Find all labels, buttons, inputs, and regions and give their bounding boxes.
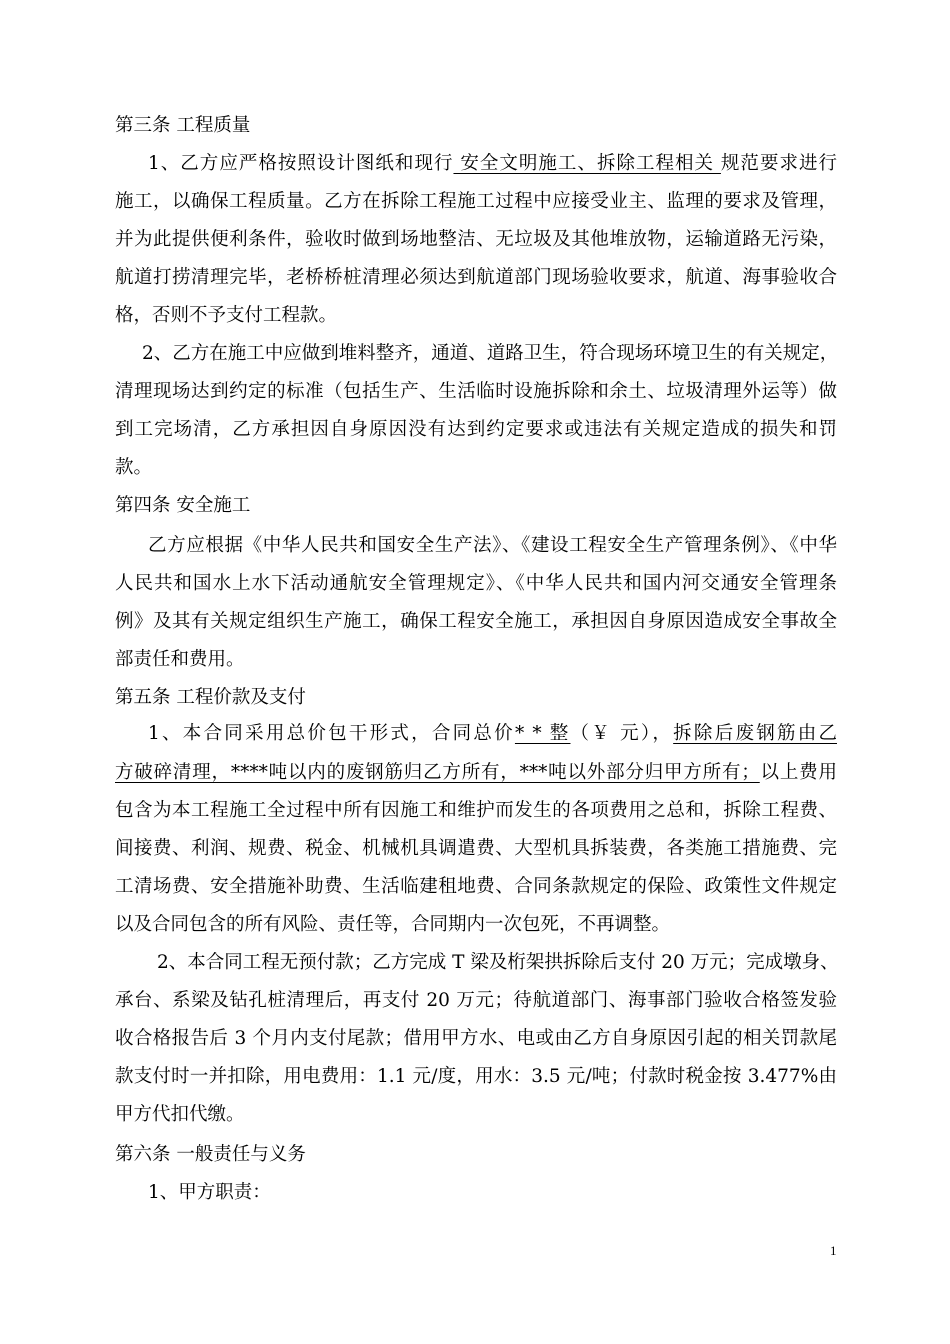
article-5-title: 第五条 工程价款及支付 [115, 687, 306, 708]
text-segment: 以上费用 [759, 762, 837, 783]
article-4-line-3: 例》及其有关规定组织生产施工，确保工程安全施工，承担因自身原因造成安全事故全 [115, 611, 837, 632]
article-4-line-2: 人民共和国水上水下活动通航安全管理规定》、《中华人民共和国内河交通安全管理条 [115, 573, 837, 594]
article-5-para-1-line-3: 包含为本工程施工全过程中所有因施工和维护而发生的各项费用之总和，拆除工程费、 [115, 800, 837, 821]
article-5-para-2-line-4: 款支付时一并扣除，用电费用：1.1 元/度，用水：3.5 元/吨；付款时税金按 3.477%由 [115, 1066, 837, 1087]
article-3-title: 第三条 工程质量 [115, 115, 251, 136]
article-3-para-1-line-5: 格，否则不予支付工程款。 [115, 305, 338, 326]
text-segment: 1、乙方应严格按照设计图纸和现行 [148, 153, 454, 174]
article-4-line-1: 乙方应根据《中华人民共和国安全生产法》、《建设工程安全生产管理条例》、《中华 [148, 535, 837, 556]
article-6-subsection-1: 1、甲方职责： [148, 1182, 271, 1203]
text-segment: 1、本合同采用总价包干形式，合同总价 [148, 723, 515, 744]
article-5-para-2-line-2: 承台、系梁及钻孔桩清理后，再支付 20 万元；待航道部门、海事部门验收合格签发验 [115, 990, 837, 1011]
article-5-para-1-line-4: 间接费、利润、规费、税金、机械机具调遣费、大型机具拆装费，各类施工措施费、完 [115, 838, 837, 859]
article-3-para-1-line-3: 并为此提供便利条件，验收时做到场地整洁、无垃圾及其他堆放物，运输道路无污染， [115, 229, 837, 250]
article-4-title: 第四条 安全施工 [115, 495, 251, 516]
article-5-para-1-line-6: 以及合同包含的所有风险、责任等，合同期内一次包死，不再调整。 [115, 914, 671, 935]
article-3-para-2-line-3: 到工完场清，乙方承担因自身原因没有达到约定要求或违法有关规定造成的损失和罚 [115, 419, 837, 440]
article-3-para-2-line-4: 款。 [115, 457, 153, 478]
article-3-para-1-line-1 [148, 152, 837, 176]
article-3-para-2-line-1: 2、乙方在施工中应做到堆料整齐，通道、道路卫生，符合现场环境卫生的有关规定， [142, 343, 839, 364]
article-5-para-2-line-5: 甲方代扣代缴。 [115, 1104, 245, 1125]
text-segment: （￥ 元）， [570, 723, 674, 744]
article-6-title: 第六条 一般责任与义务 [115, 1144, 306, 1165]
article-5-para-2-line-3: 收合格报告后 3 个月内支付尾款；借用甲方水、电或由乙方自身原因引起的相关罚款尾 [115, 1028, 837, 1049]
underlined-text: 安全文明施工、拆除工程相关 [453, 153, 721, 174]
article-3-para-1-line-2: 施工，以确保工程质量。乙方在拆除工程施工过程中应接受业主、监理的要求及管理， [115, 191, 837, 212]
article-5-para-2-line-1: 2、本合同工程无预付款；乙方完成 T 梁及桁架拱拆除后支付 20 万元；完成墩身、 [157, 952, 839, 973]
article-3-para-2-line-2: 清理现场达到约定的标准（包括生产、生活临时设施拆除和余土、垃圾清理外运等）做 [115, 381, 837, 402]
article-5-para-1-line-5: 工清场费、安全措施补助费、生活临建租地费、合同条款规定的保险、政策性文件规定 [115, 876, 837, 897]
underlined-text: 方破碎清理，****吨以内的废钢筋归乙方所有，***吨以外部分归甲方所有； [115, 762, 760, 783]
contract-price-underlined: * * 整 [514, 723, 571, 744]
underlined-text: 拆除后废钢筋由乙 [673, 723, 837, 744]
article-3-para-1-line-4: 航道打捞清理完毕，老桥桥桩清理必须达到航道部门现场验收要求，航道、海事验收合 [115, 267, 837, 288]
page-number: 1 [830, 1243, 837, 1258]
article-5-para-1-line-1 [148, 722, 837, 746]
article-4-line-4: 部责任和费用。 [115, 649, 245, 670]
text-segment: 规范要求进行 [720, 153, 837, 174]
article-5-para-1-line-2 [115, 761, 837, 785]
